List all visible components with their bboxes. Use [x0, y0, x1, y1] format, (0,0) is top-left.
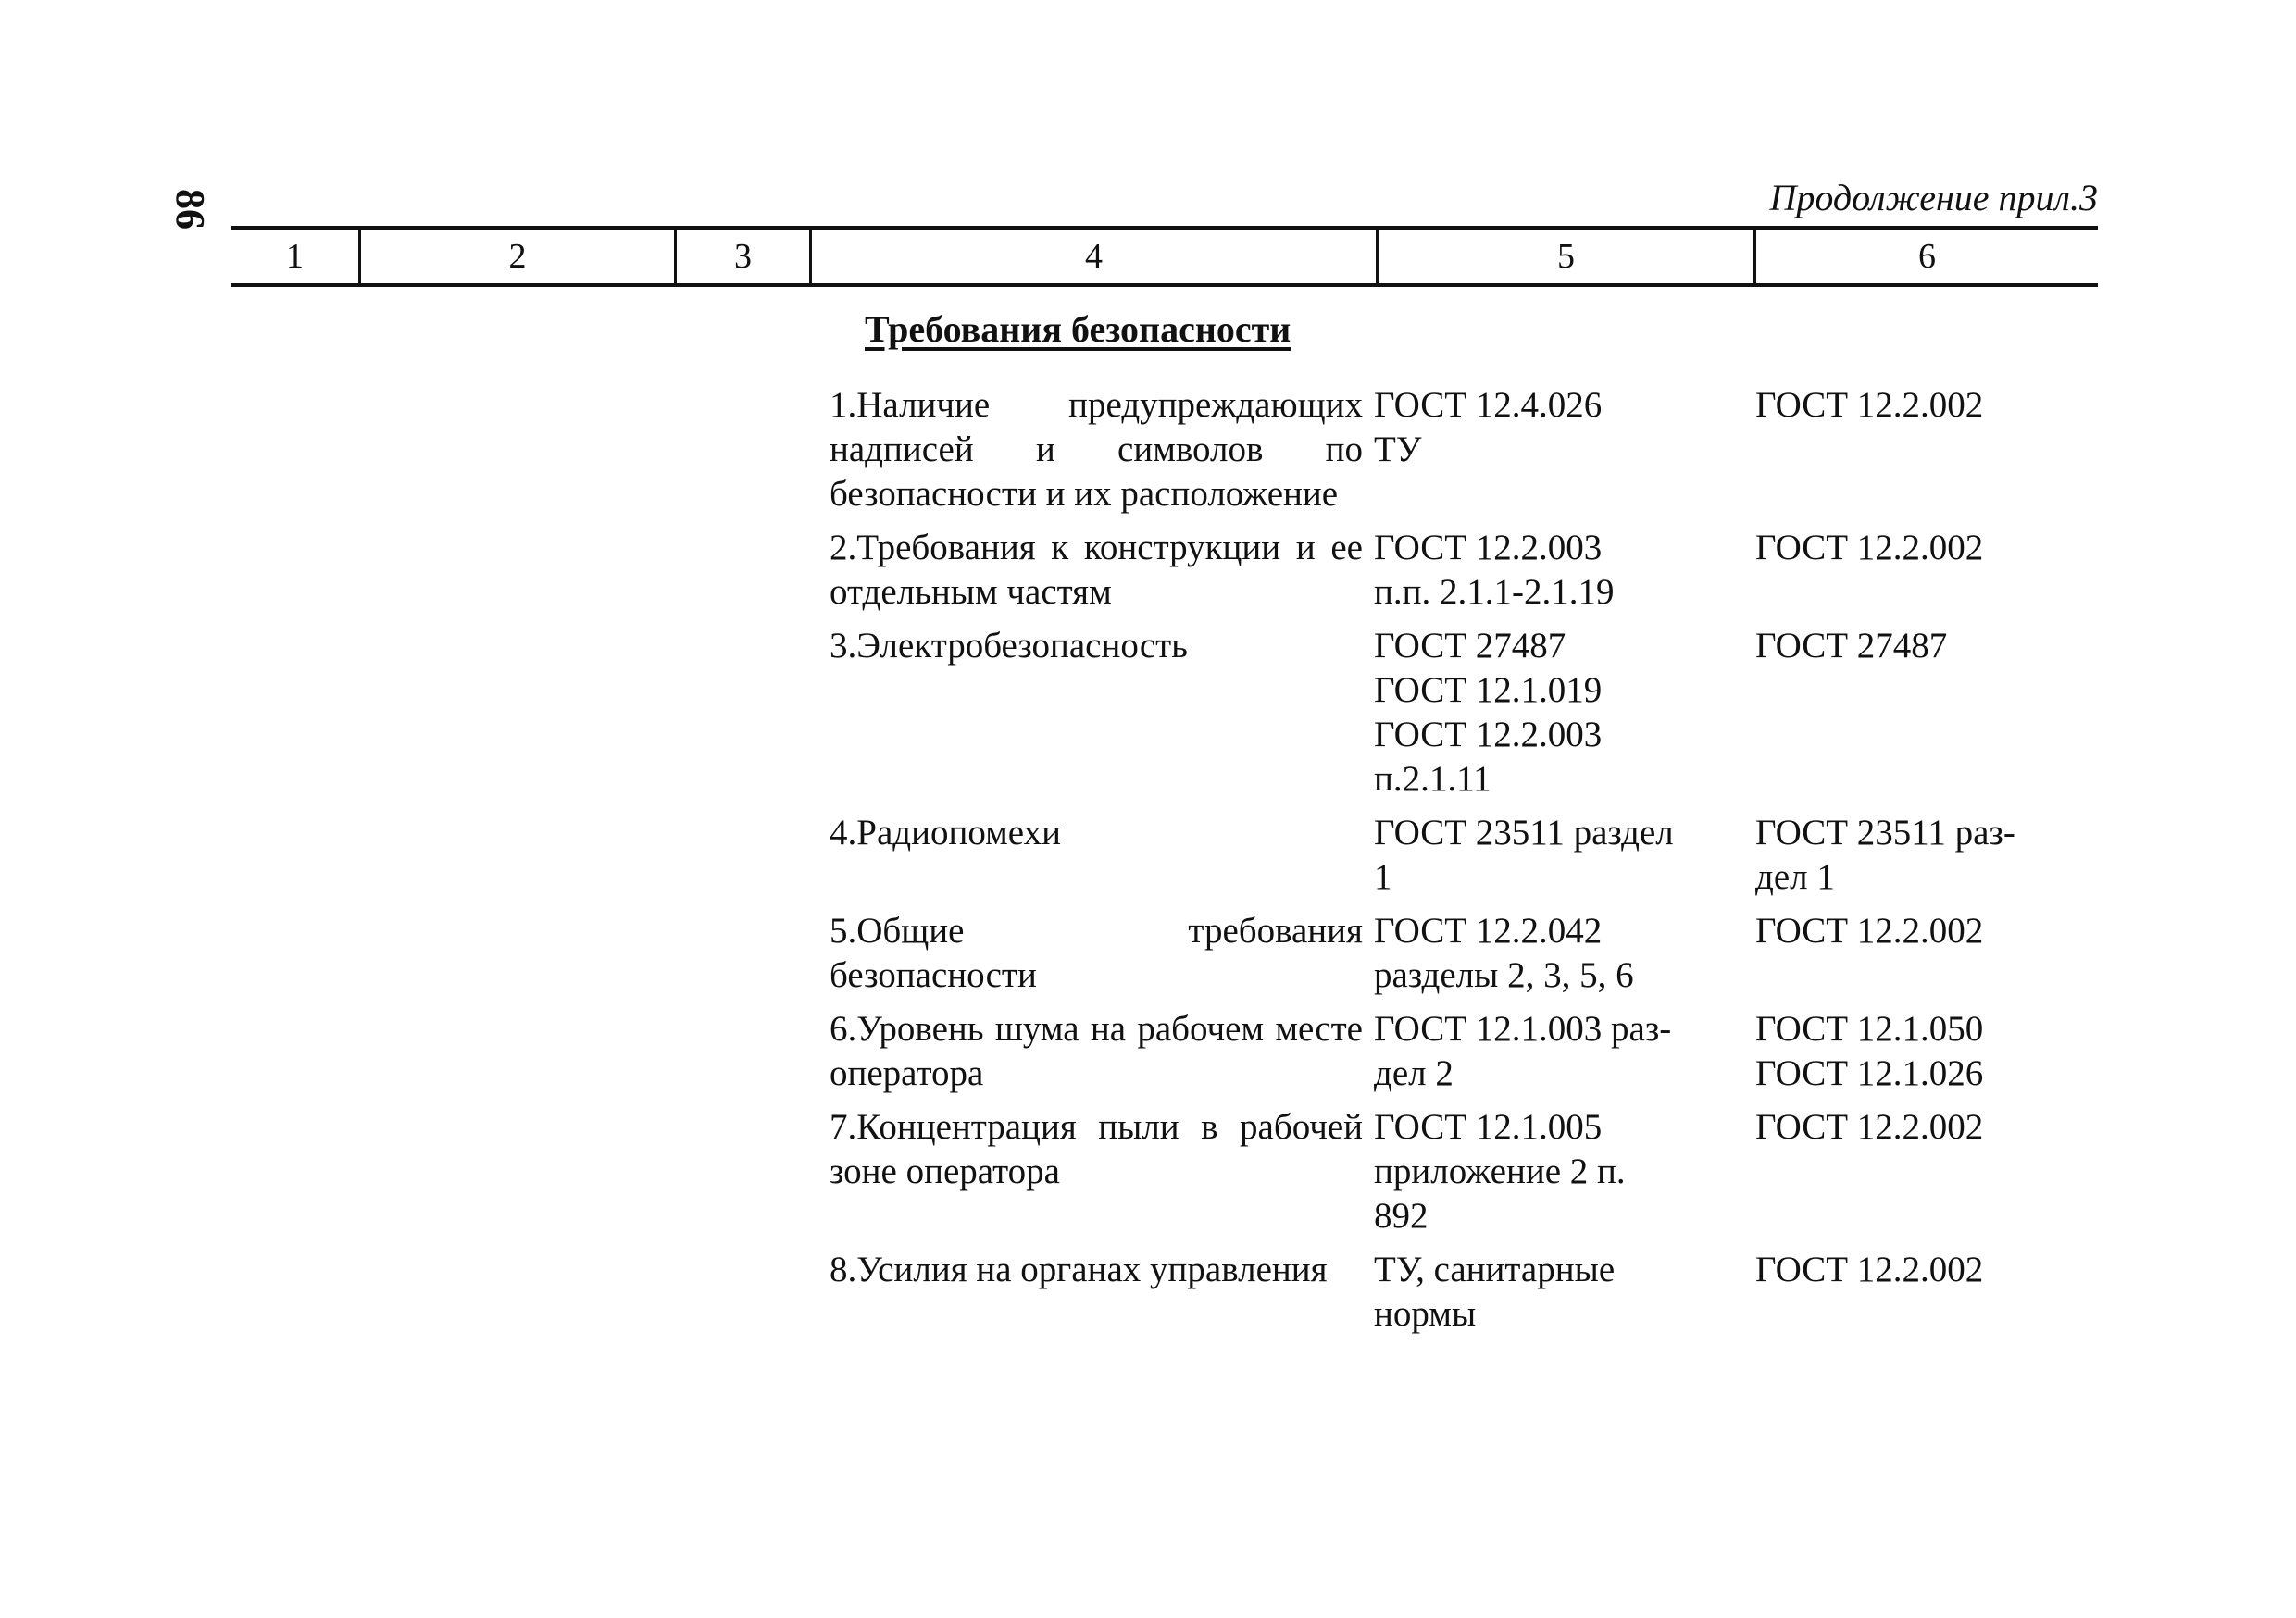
- control-standard-cell: ГОСТ 23511 раз- дел 1: [1755, 813, 2015, 897]
- control-standard-cell: ГОСТ 12.2.002: [1755, 528, 1984, 567]
- requirement-cell: 4.Радиопомехи: [830, 813, 1061, 853]
- column-header-1: 1: [231, 230, 361, 283]
- requirement-cell: 1.Наличие предупреждающих надписей и символов по безопасности и их расположение: [830, 385, 1363, 514]
- standard-cell: ТУ, санитарные нормы: [1374, 1250, 1616, 1334]
- requirement-cell: 5.Общие требования безопасности: [830, 911, 1363, 995]
- control-standard-cell: ГОСТ 12.1.050 ГОСТ 12.1.026: [1755, 1009, 1984, 1093]
- standard-cell: ГОСТ 12.2.003 п.п. 2.1.1-2.1.19: [1374, 528, 1615, 612]
- standard-cell: ГОСТ 23511 раздел 1: [1374, 813, 1674, 897]
- standard-cell: ГОСТ 27487 ГОСТ 12.1.019 ГОСТ 12.2.003 п.2.1.11: [1374, 626, 1603, 799]
- page-number: 86: [168, 189, 213, 230]
- control-standard-cell: ГОСТ 12.2.002: [1755, 385, 1984, 425]
- control-standard-cell: ГОСТ 12.2.002: [1755, 1107, 1984, 1147]
- table-row: [830, 624, 2089, 802]
- table-row: [830, 1248, 2089, 1337]
- column-header-6: 6: [1918, 237, 1936, 276]
- control-standard-cell: ГОСТ 27487: [1755, 626, 1948, 666]
- requirement-cell: 2.Требования к конструкции и ее отдельным частям: [830, 528, 1363, 612]
- table-row: [830, 526, 2089, 615]
- table-row: [830, 1007, 2089, 1096]
- requirements-table-body: [830, 383, 2089, 1346]
- table-row: [830, 811, 2089, 900]
- column-header-3: 3: [677, 230, 812, 283]
- section-title: Требования безопасности: [865, 308, 1292, 350]
- table-row: [830, 383, 2089, 517]
- standard-cell: ГОСТ 12.1.005 приложение 2 п. 892: [1374, 1107, 1626, 1236]
- requirement-cell: 7.Концентрация пыли в рабочей зоне оператора: [830, 1107, 1363, 1191]
- continuation-label: Продолжение прил.3: [1769, 177, 2098, 218]
- column-header-5: 5: [1379, 230, 1756, 283]
- control-standard-cell: ГОСТ 12.2.002: [1755, 1250, 1984, 1289]
- standard-cell: ГОСТ 12.1.003 раз- дел 2: [1374, 1009, 1672, 1093]
- table-row: [830, 1105, 2089, 1238]
- control-standard-cell: ГОСТ 12.2.002: [1755, 911, 1984, 951]
- standard-cell: ГОСТ 12.4.026 ТУ: [1374, 385, 1603, 469]
- column-header-2: 2: [361, 230, 677, 283]
- requirement-cell: 8.Усилия на органах управления: [830, 1250, 1328, 1289]
- column-header-4: 4: [812, 230, 1379, 283]
- standard-cell: ГОСТ 12.2.042 разделы 2, 3, 5, 6: [1374, 911, 1634, 995]
- table-header-row: [231, 226, 2098, 287]
- requirement-cell: 3.Электробезопасность: [830, 626, 1188, 666]
- requirement-cell: 6.Уровень шума на рабочем месте оператора: [830, 1009, 1363, 1093]
- table-row: [830, 909, 2089, 998]
